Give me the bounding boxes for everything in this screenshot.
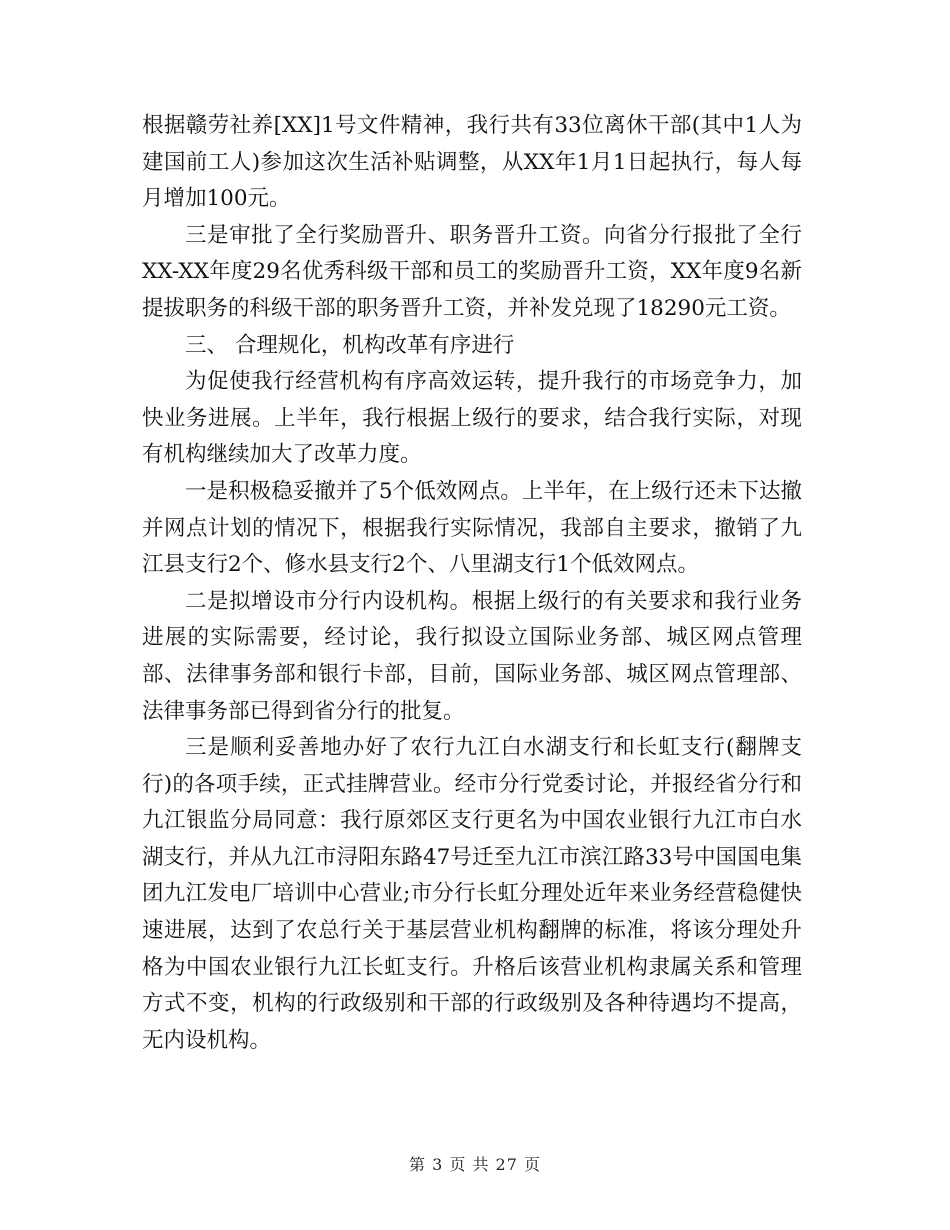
paragraph-branch-merge: 一是积极稳妥撤并了5个低效网点。上半年，在上级行还未下达撤并网点计划的情况下，根据我行实际情况，我部自主要求，撤销了九江县支行2个、修水县支行2个、八里湖支行1个低效网点。 bbox=[142, 478, 802, 578]
paragraph-branch-rename: 三是顺利妥善地办好了农行九江白水湖支行和长虹支行(翻牌支行)的各项手续，正式挂牌营业。经市分行党委讨论，并报经省分行和九江银监分局同意：我行原郊区支行更名为中国农业银行九江市白水湖支行，并从九江市浔阳东路47号迁至九江市滨江路33号中国国电集团九江发电厂培训中心营业;市分行长虹分理处近年来业务经营稳健快速进展，达到了农总行关于基层营业机构翻牌的标准，将该分理处升格为中国农业银行九江长虹支行。升格后该营业机构隶属关系和管理方式不变，机构的行政级别和干部的行政级别及各种待遇均不提高，无内设机构。 bbox=[142, 735, 802, 1053]
paragraph-new-departments: 二是拟增设市分行内设机构。根据上级行的有关要求和我行业务进展的实际需要，经讨论，我行拟设立国际业务部、城区网点管理部、法律事务部和银行卡部，目前，国际业务部、城区网点管理部、法律事务部已得到省分行的批复。 bbox=[142, 588, 802, 724]
page-number-footer: 第 3 页 共 27 页 bbox=[409, 1155, 541, 1174]
document-body bbox=[142, 108, 802, 1059]
paragraph-retiree-subsidy: 根据赣劳社养[XX]1号文件精神，我行共有33位离休干部(其中1人为建国前工人)参加这次生活补贴调整，从XX年1月1日起执行，每人每月增加100元。 bbox=[142, 113, 802, 212]
section-heading: 三、 合理规化，机构改革有序进行 bbox=[185, 332, 515, 358]
paragraph-salary-promotion: 三是审批了全行奖励晋升、职务晋升工资。向省分行报批了全行XX-XX年度29名优秀科级干部和员工的奖励晋升工资，XX年度9名新提拔职务的科级干部的职务晋升工资，并补发兑现了18290元工资。 bbox=[142, 222, 802, 321]
paragraph-reform-intro: 为促使我行经营机构有序高效运转，提升我行的市场竞争力，加快业务进展。上半年，我行根据上级行的要求，结合我行实际，对现有机构继续加大了改革力度。 bbox=[142, 369, 802, 468]
